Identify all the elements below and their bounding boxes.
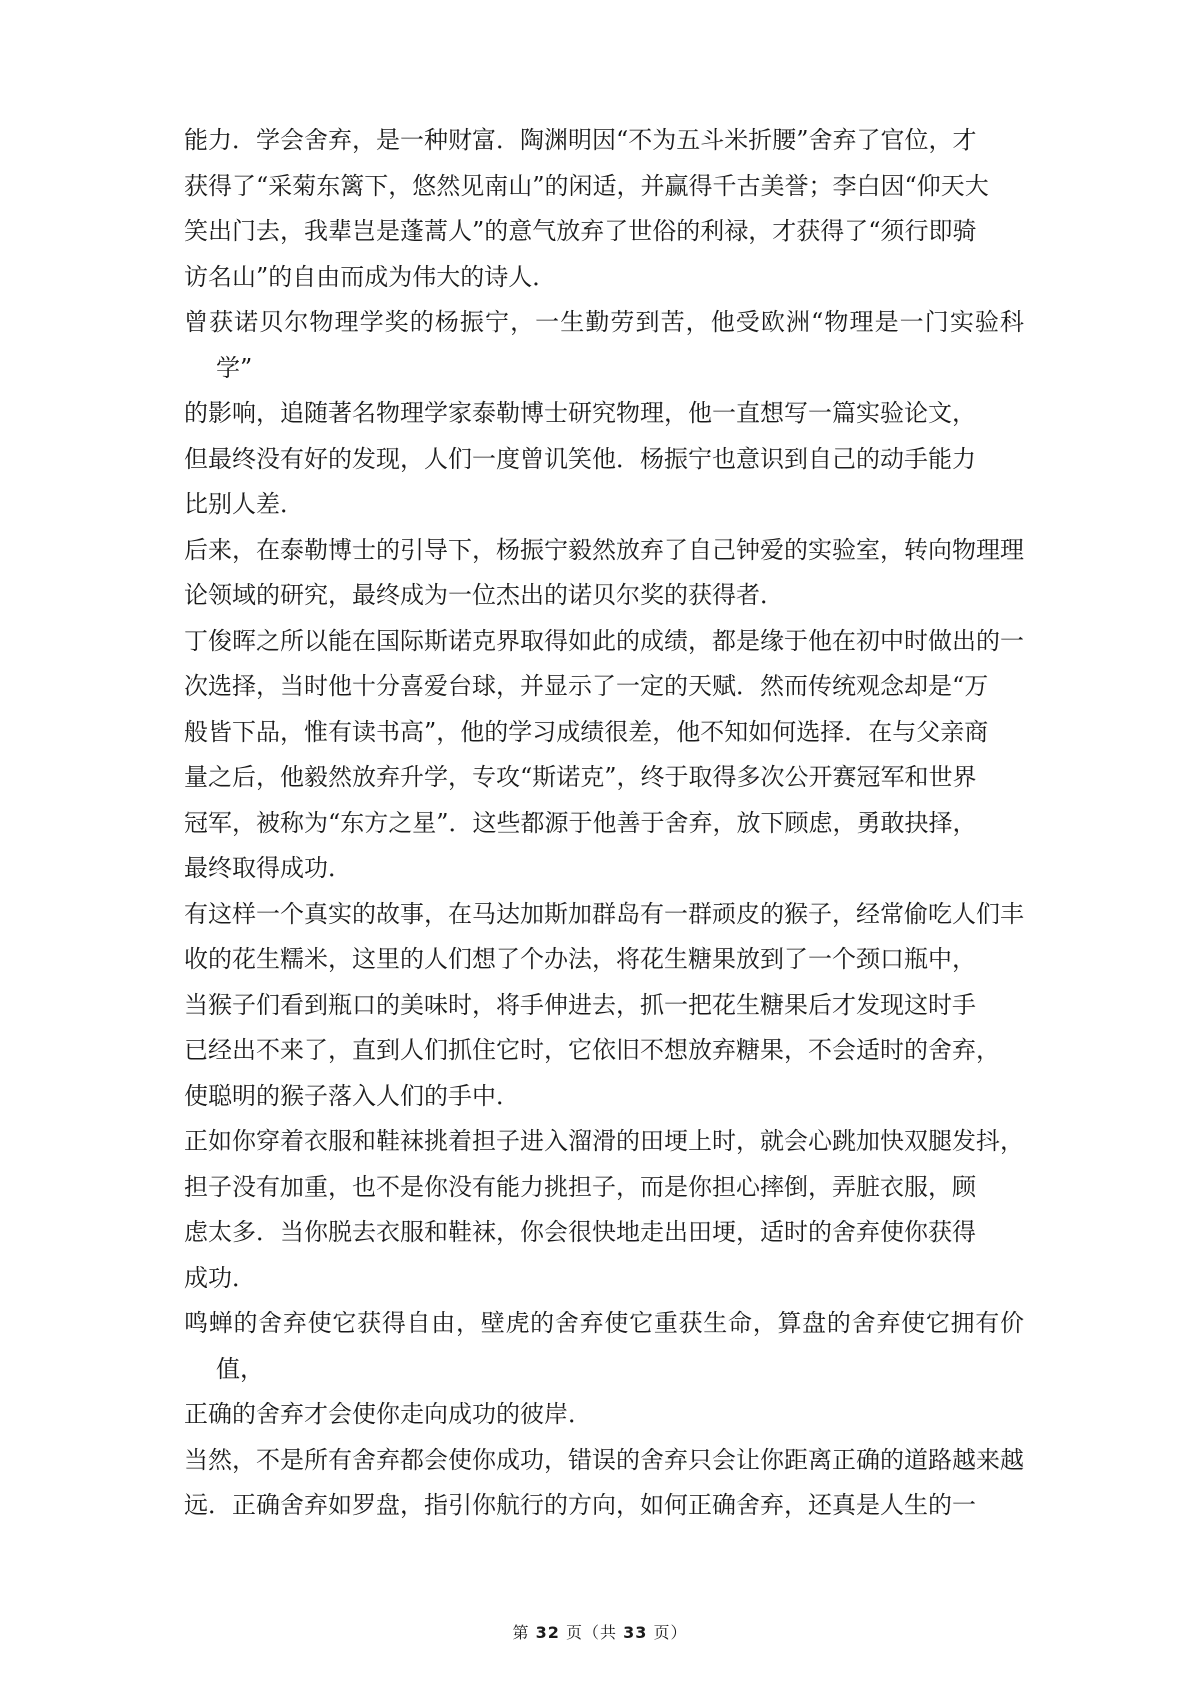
text-line: 当然，不是所有舍弃都会使你成功，错误的舍弃只会让你距离正确的道路越来越 <box>184 1445 1024 1474</box>
paragraph <box>184 619 1024 892</box>
paragraph <box>184 1119 1024 1301</box>
footer-prefix: 第 <box>512 1623 530 1642</box>
text-line: 但最终没有好的发现，人们一度曾讥笑他．杨振宁也意识到自己的动手能力 <box>184 444 976 473</box>
text-line: 访名山”的自由而成为伟大的诗人． <box>184 262 557 291</box>
text-line: 次选择，当时他十分喜爱台球，并显示了一定的天赋．然而传统观念却是“万 <box>184 672 989 700</box>
text-line: 冠军，被称为“东方之星”．这些都源于他善于舍弃，放下顾虑，勇敢抉择， <box>184 808 977 837</box>
text-line: 成功． <box>184 1263 256 1292</box>
text-line: 后来，在泰勒博士的引导下，杨振宁毅然放弃了自己钟爱的实验室，转向物理理 <box>184 535 1024 564</box>
paragraph <box>184 118 1024 300</box>
footer-total-pages: 33 <box>623 1623 648 1642</box>
text-line: 收的花生糯米，这里的人们想了个办法，将花生糖果放到了一个颈口瓶中， <box>184 945 976 973</box>
text-line: 正如你穿着衣服和鞋袜挑着担子进入溜滑的田埂上时，就会心跳加快双腿发抖， <box>184 1127 1024 1155</box>
text-line: 担子没有加重，也不是你没有能力挑担子，而是你担心摔倒，弄脏衣服，顾 <box>184 1172 976 1201</box>
text-line: 般皆下品，惟有读书高”，他的学习成绩很差，他不知如何选择．在与父亲商 <box>184 717 989 746</box>
text-line: 远．正确舍弃如罗盘，指引你航行的方向，如何正确舍弃，还真是人生的一 <box>184 1491 976 1519</box>
text-line: 鸣蝉的舍弃使它获得自由，壁虎的舍弃使它重获生命，算盘的舍弃使它拥有价值， <box>184 1309 1024 1383</box>
paragraph <box>184 528 1024 619</box>
text-line: 量之后，他毅然放弃升学，专攻“斯诺克”，终于取得多次公开赛冠军和世界 <box>184 763 977 791</box>
text-line: 有这样一个真实的故事，在马达加斯加群岛有一群顽皮的猴子，经常偷吃人们丰 <box>184 899 1024 928</box>
text-line: 的影响，追随著名物理学家泰勒博士研究物理，他一直想写一篇实验论文， <box>184 399 976 427</box>
footer-middle: 页（共 <box>565 1623 617 1642</box>
text-line: 当猴子们看到瓶口的美味时，将手伸进去，抓一把花生糖果后才发现这时手 <box>184 990 976 1019</box>
footer-page-number: 32 <box>535 1623 560 1642</box>
paragraph <box>184 1438 1024 1529</box>
text-line: 曾获诺贝尔物理学奖的杨振宁，一生勤劳到苦，他受欧洲“物理是一门实验科学” <box>184 308 1024 382</box>
text-line: 能力．学会舍弃，是一种财富．陶渊明因“不为五斗米折腰”舍弃了官位，才 <box>184 126 977 154</box>
text-line: 比别人差． <box>184 490 304 518</box>
text-line: 已经出不来了，直到人们抓住它时，它依旧不想放弃糖果，不会适时的舍弃， <box>184 1036 1000 1064</box>
text-line: 丁俊晖之所以能在国际斯诺克界取得如此的成绩，都是缘于他在初中时做出的一 <box>184 626 1024 655</box>
text-line: 笑出门去，我辈岂是蓬蒿人”的意气放弃了世俗的利禄，才获得了“须行即骑 <box>184 217 977 245</box>
footer-suffix: 页） <box>653 1623 688 1642</box>
paragraph <box>184 1301 1024 1438</box>
paragraph <box>184 892 1024 1120</box>
text-line: 使聪明的猴子落入人们的手中． <box>184 1081 520 1110</box>
text-line: 论领域的研究，最终成为一位杰出的诺贝尔奖的获得者． <box>184 581 784 609</box>
paragraph <box>184 300 1024 528</box>
text-line: 获得了“采菊东篱下，悠然见南山”的闲适，并赢得千古美誉；李白因“仰天大 <box>184 171 989 200</box>
text-line: 虑太多．当你脱去衣服和鞋袜，你会很快地走出田埂，适时的舍弃使你获得 <box>184 1218 976 1246</box>
page-footer <box>0 1620 1200 1643</box>
text-line: 最终取得成功． <box>184 854 352 882</box>
body-text <box>184 118 1024 1529</box>
text-line: 正确的舍弃才会使你走向成功的彼岸． <box>184 1400 592 1428</box>
